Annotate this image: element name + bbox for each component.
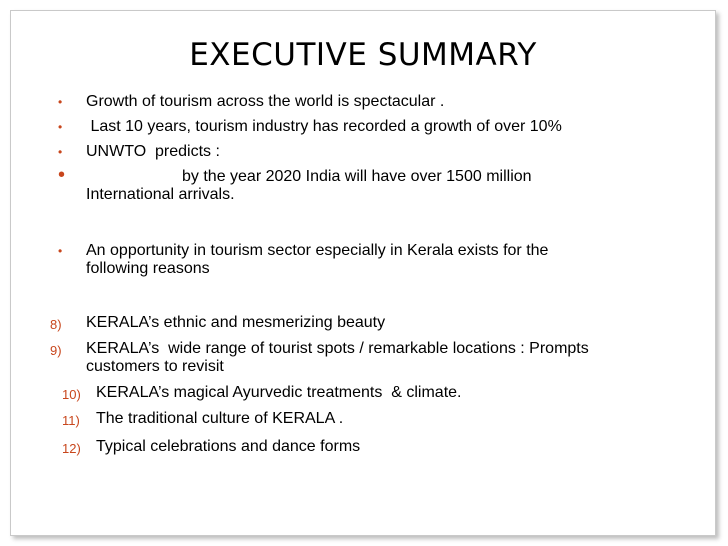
item-text: KERALA’s ethnic and mesmerizing beauty (86, 314, 386, 331)
bullet-icon: • (58, 95, 63, 109)
bullet-text-line1: An opportunity in tourism sector especially in Kerala exists for the (86, 242, 549, 259)
bullet-icon: • (58, 164, 66, 186)
numbered-item (50, 340, 686, 376)
bullet-icon: • (58, 145, 63, 159)
bullet-item (58, 118, 686, 136)
bullet-text-line2: International arrivals. (86, 186, 235, 203)
item-number: 11) (62, 413, 80, 428)
item-text: The traditional culture of KERALA . (96, 410, 344, 427)
bullet-text: Growth of tourism across the world is spectacular . (86, 93, 445, 110)
bullet-icon: • (58, 120, 63, 134)
bullet-text: Last 10 years, tourism industry has recorded a growth of over 10% (86, 118, 562, 135)
numbered-item (50, 314, 686, 332)
item-text: Typical celebrations and dance forms (96, 438, 361, 455)
item-text-line2: customers to revisit (86, 358, 224, 375)
bullet-item (58, 242, 686, 278)
bullet-item (58, 143, 686, 161)
numbered-item (62, 438, 696, 456)
item-text-line1: KERALA’s wide range of tourist spots / remarkable locations : Prompts (86, 340, 589, 357)
item-number: 9) (50, 343, 62, 358)
numbered-item (62, 384, 696, 402)
bullet-text: UNWTO predicts : (86, 143, 220, 160)
bullet-icon: • (58, 244, 63, 258)
bullet-text-line2: following reasons (86, 260, 210, 277)
bullet-text-line1: by the year 2020 India will have over 1500 million (182, 168, 532, 185)
slide-title: EXECUTIVE SUMMARY (189, 37, 537, 73)
bullet-item (58, 164, 686, 204)
item-number: 8) (50, 317, 62, 332)
item-number: 12) (62, 441, 81, 456)
bullet-item (58, 93, 686, 111)
numbered-item (62, 410, 696, 428)
item-number: 10) (62, 387, 81, 402)
item-text: KERALA’s magical Ayurvedic treatments & climate. (96, 384, 462, 401)
